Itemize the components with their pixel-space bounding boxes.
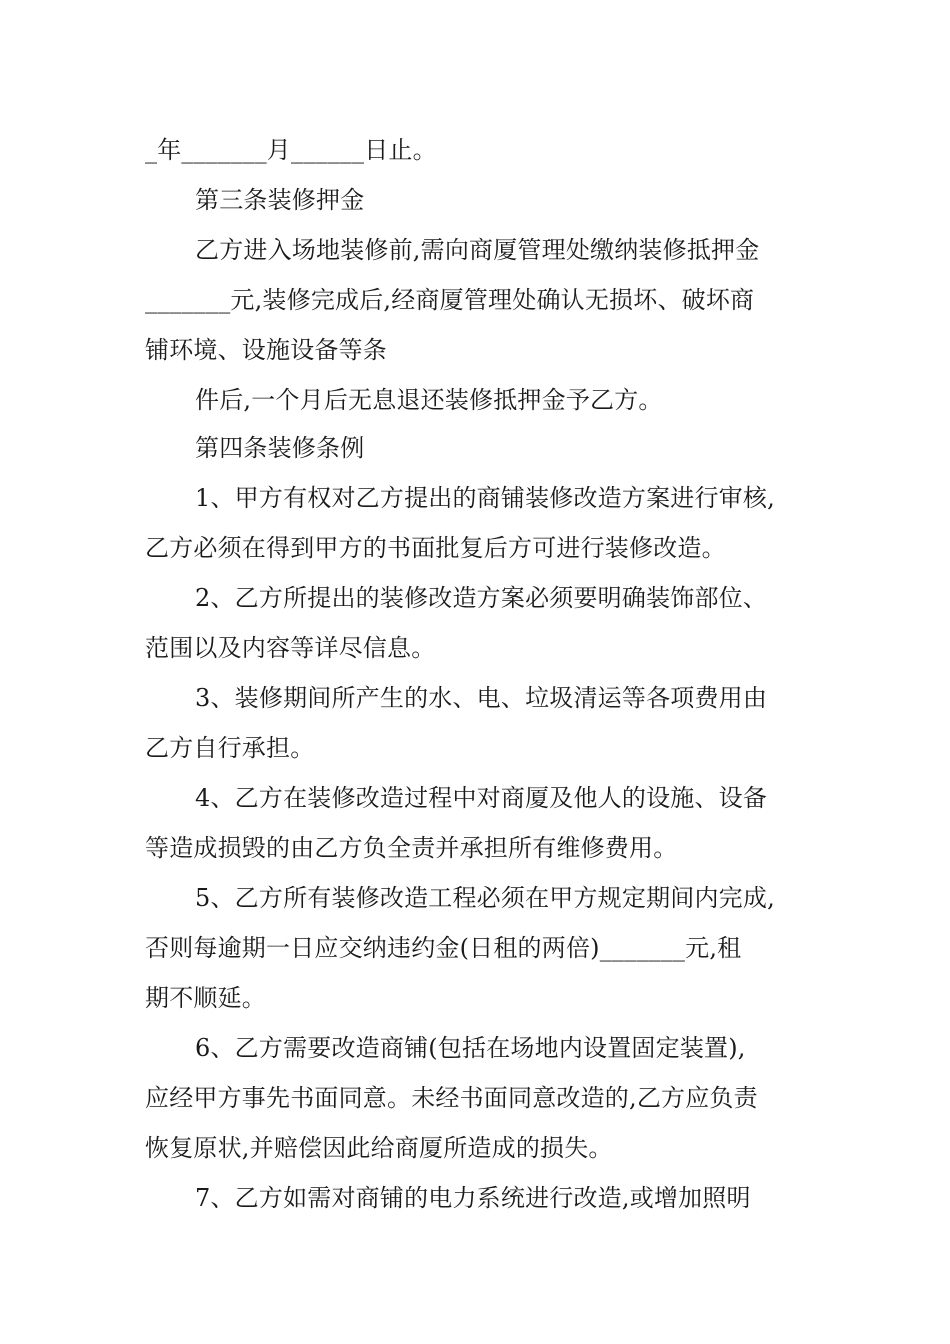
text-line: 等造成损毁的由乙方负全责并承担所有维修费用。	[145, 834, 678, 862]
text-line: 期不顺延。	[145, 984, 266, 1012]
text-line: 否则每逾期一日应交纳违约金(日租的两倍)_______元,租	[145, 934, 742, 962]
text-line: 乙方必须在得到甲方的书面批复后方可进行装修改造。	[145, 534, 726, 562]
text-line: 乙方自行承担。	[145, 734, 315, 762]
text-line: 铺环境、设施设备等条	[145, 336, 387, 364]
section-heading: 第四条装修条例	[195, 434, 365, 462]
text-line: 5、乙方所有装修改造工程必须在甲方规定期间内完成,	[195, 884, 775, 912]
text-line: _______元,装修完成后,经商厦管理处确认无损坏、破坏商	[145, 286, 755, 314]
text-line: 件后,一个月后无息退还装修抵押金予乙方。	[195, 386, 663, 414]
text-line: 4、乙方在装修改造过程中对商厦及他人的设施、设备	[195, 784, 768, 812]
text-line: _年_______月______日止。	[145, 136, 437, 164]
text-line: 7、乙方如需对商铺的电力系统进行改造,或增加照明	[195, 1184, 751, 1212]
text-line: 1、甲方有权对乙方提出的商铺装修改造方案进行审核,	[195, 484, 775, 512]
text-line: 应经甲方事先书面同意。未经书面同意改造的,乙方应负责	[145, 1084, 758, 1112]
text-line: 2、乙方所提出的装修改造方案必须要明确装饰部位、	[195, 584, 768, 612]
section-heading: 第三条装修押金	[195, 186, 365, 214]
text-line: 恢复原状,并赔偿因此给商厦所造成的损失。	[145, 1134, 613, 1162]
text-line: 乙方进入场地装修前,需向商厦管理处缴纳装修抵押金	[195, 236, 760, 264]
text-line: 6、乙方需要改造商铺(包括在场地内设置固定装置),	[195, 1034, 746, 1062]
text-line: 范围以及内容等详尽信息。	[145, 634, 436, 662]
text-line: 3、装修期间所产生的水、电、垃圾清运等各项费用由	[195, 684, 768, 712]
